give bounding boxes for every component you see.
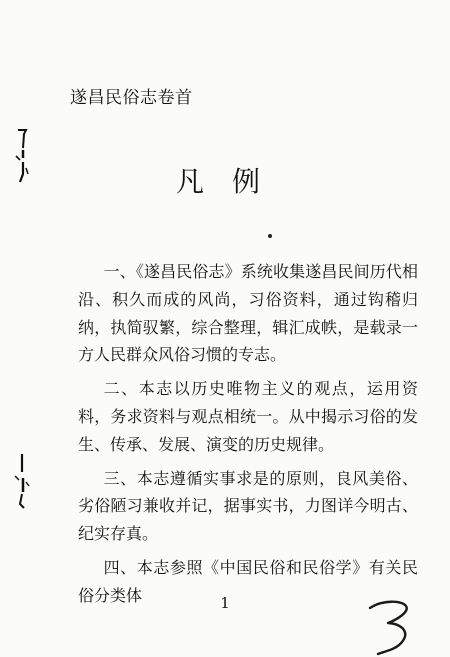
binding-mark-icon xyxy=(12,452,32,512)
section-title: 凡例 xyxy=(175,165,288,198)
paragraph-2: 二、本志以历史唯物主义的观点，运用资料，务求资料与观点相统一。从中揭示习俗的发生、传承、发展、演变的历史规律。 xyxy=(78,379,418,454)
paragraph-3: 三、本志遵循实事求是的原则，良风美俗、劣俗陋习兼收并记，据事实书，力图详今明古、纪实存真。 xyxy=(78,468,418,544)
paragraph-1: 一、《遂昌民俗志》系统收集遂昌民间历代相沿、积久而成的风尚，习俗资料，通过钩稽归纳，执简驭繁，综合整理，辑汇成帙，是载录一方人民群众风俗习惯的专志。 xyxy=(78,262,418,365)
binding-mark-icon xyxy=(12,128,32,190)
handwritten-number-3 xyxy=(362,596,418,656)
page-number: 1 xyxy=(220,594,230,612)
body-text xyxy=(78,258,418,616)
ink-speck xyxy=(268,234,272,238)
paragraph-4: 四、本志参照《中国民俗和民俗学》有关民俗分类体 xyxy=(78,557,418,605)
running-header: 遂昌民俗志卷首 xyxy=(70,88,193,108)
